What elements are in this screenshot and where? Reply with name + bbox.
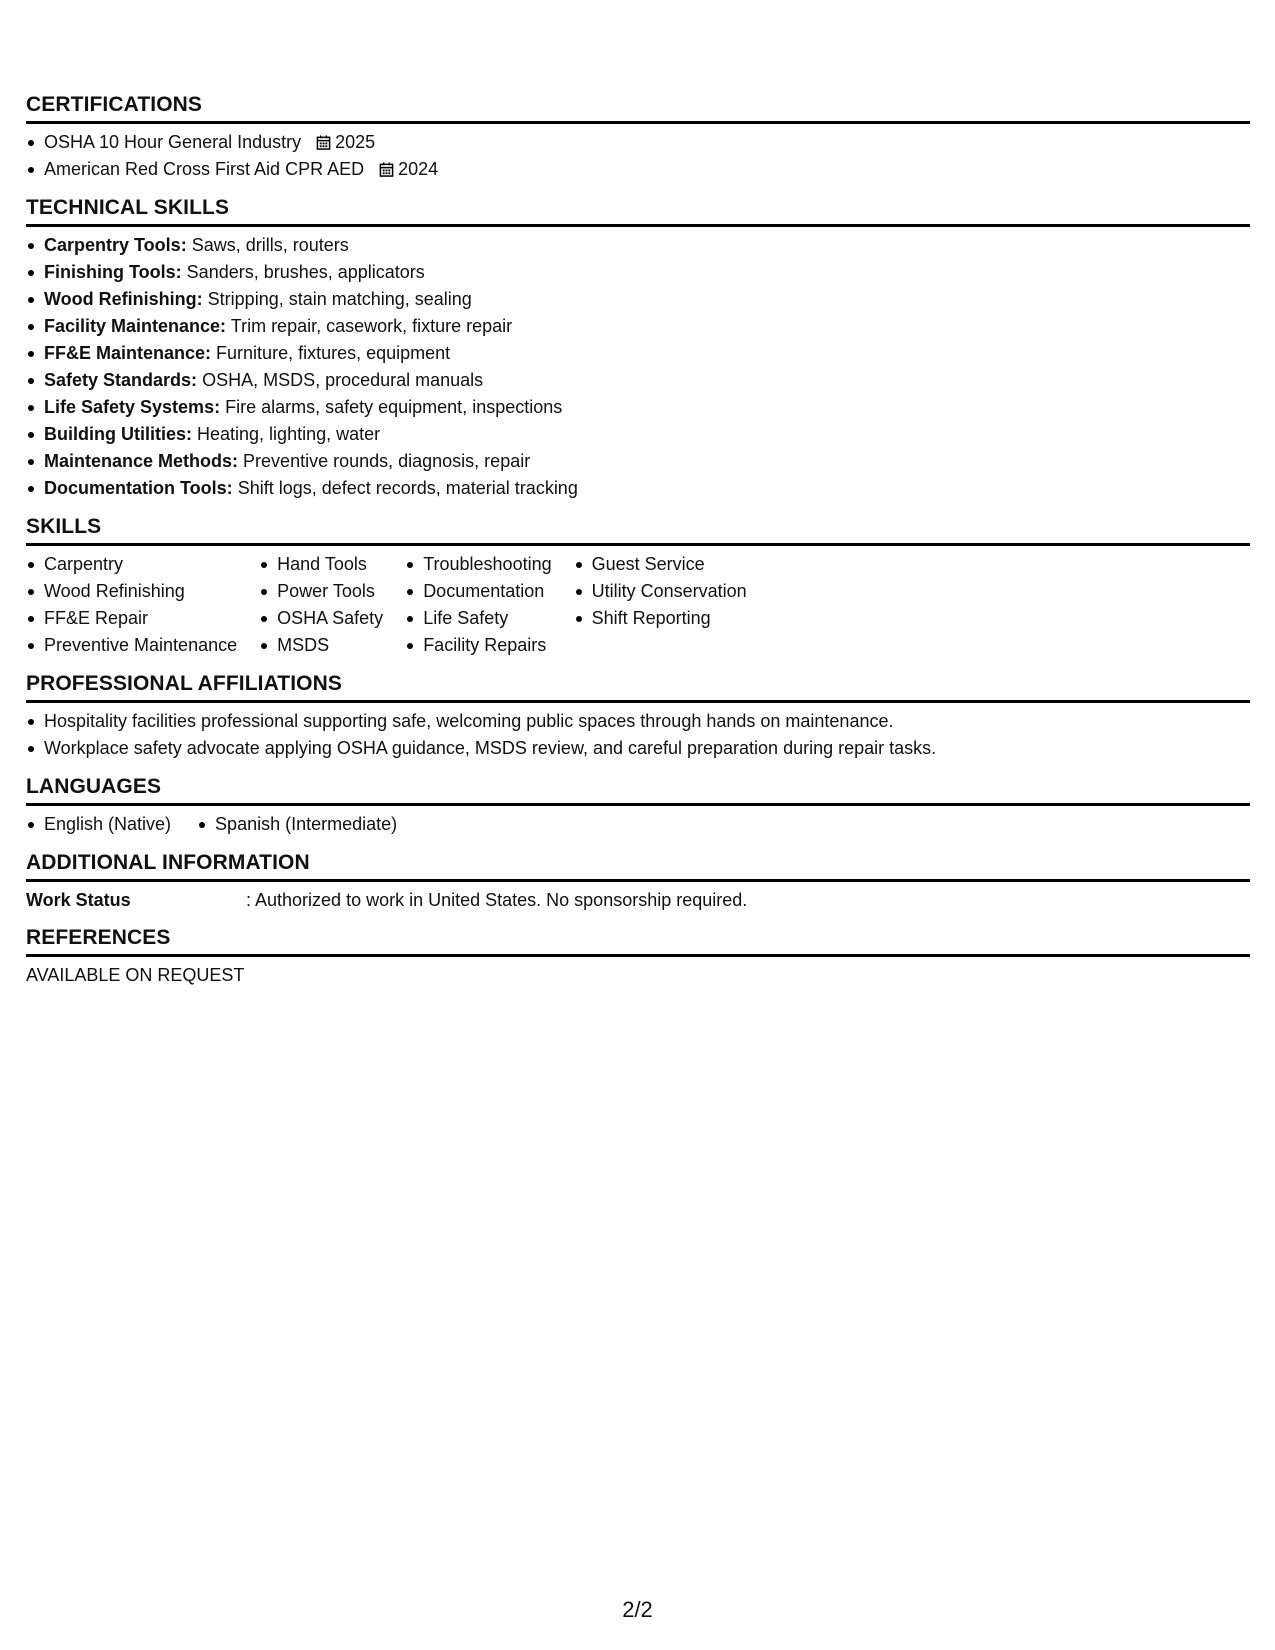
- skill-value: Saws, drills, routers: [191, 235, 349, 255]
- list-item: Wood Refinishing: [26, 578, 237, 605]
- list-item: Preventive Maintenance: [26, 632, 237, 659]
- languages-title: LANGUAGES: [26, 774, 1250, 806]
- skill-label: Facility Maintenance:: [44, 316, 227, 336]
- skills-column: [574, 551, 747, 659]
- additional-info-section: [26, 850, 1250, 913]
- list-item: [26, 286, 1250, 313]
- skill-label: Life Safety Systems:: [44, 397, 221, 417]
- list-item: FF&E Repair: [26, 605, 237, 632]
- skill-value: Trim repair, casework, fixture repair: [230, 316, 513, 336]
- list-item: Workplace safety advocate applying OSHA guidance, MSDS review, and careful preparation during repair tasks.: [26, 735, 1250, 762]
- list-item: MSDS: [259, 632, 383, 659]
- skill-value: Shift logs, defect records, material tracking: [237, 478, 578, 498]
- list-item: [26, 232, 1250, 259]
- list-item: Utility Conservation: [574, 578, 747, 605]
- skill-label: Wood Refinishing:: [44, 289, 203, 309]
- additional-info-title: ADDITIONAL INFORMATION: [26, 850, 1250, 882]
- skill-value: Preventive rounds, diagnosis, repair: [243, 451, 531, 471]
- references-section: [26, 925, 1250, 988]
- work-status-value: : Authorized to work in United States. No sponsorship required.: [246, 890, 748, 910]
- list-item: [26, 313, 1250, 340]
- skills-section: [26, 514, 1250, 659]
- skill-label: Building Utilities:: [44, 424, 192, 444]
- list-item: [26, 367, 1250, 394]
- skills-column: [259, 551, 383, 659]
- resume-page: [26, 92, 1250, 1000]
- skills-title: SKILLS: [26, 514, 1250, 546]
- certifications-title: CERTIFICATIONS: [26, 92, 1250, 124]
- skill-value: Heating, lighting, water: [197, 424, 381, 444]
- languages-section: [26, 774, 1250, 838]
- skills-grid: [26, 551, 1250, 659]
- list-item: Shift Reporting: [574, 605, 747, 632]
- list-item: Carpentry: [26, 551, 237, 578]
- list-item: English (Native): [26, 811, 171, 838]
- certification-name: American Red Cross First Aid CPR AED: [44, 159, 365, 179]
- list-item: Facility Repairs: [405, 632, 551, 659]
- list-item: [26, 448, 1250, 475]
- skill-label: Finishing Tools:: [44, 262, 182, 282]
- list-item: OSHA Safety: [259, 605, 383, 632]
- skill-label: Maintenance Methods:: [44, 451, 239, 471]
- list-item: Power Tools: [259, 578, 383, 605]
- list-item: Spanish (Intermediate): [197, 811, 397, 838]
- skills-column: [26, 551, 237, 659]
- skill-value: Furniture, fixtures, equipment: [216, 343, 451, 363]
- list-item: Life Safety: [405, 605, 551, 632]
- list-item: [26, 475, 1250, 502]
- list-item: [26, 394, 1250, 421]
- skill-label: Documentation Tools:: [44, 478, 233, 498]
- work-status-row: [26, 887, 1250, 913]
- certification-name: OSHA 10 Hour General Industry: [44, 132, 302, 152]
- references-title: REFERENCES: [26, 925, 1250, 957]
- calendar-icon: [316, 135, 331, 150]
- list-item: [26, 259, 1250, 286]
- certifications-section: [26, 92, 1250, 183]
- affiliations-section: [26, 671, 1250, 762]
- page-number: 2/2: [622, 1597, 653, 1622]
- certifications-list: [26, 129, 1250, 183]
- affiliations-title: PROFESSIONAL AFFILIATIONS: [26, 671, 1250, 703]
- technical-skills-section: [26, 195, 1250, 502]
- languages-list: [26, 811, 1250, 838]
- technical-skills-list: [26, 232, 1250, 502]
- list-item: Documentation: [405, 578, 551, 605]
- technical-skills-title: TECHNICAL SKILLS: [26, 195, 1250, 227]
- affiliations-list: [26, 708, 1250, 762]
- calendar-icon: [379, 162, 394, 177]
- skill-value: Sanders, brushes, applicators: [186, 262, 425, 282]
- list-item: [26, 156, 1250, 183]
- list-item: Hospitality facilities professional supporting safe, welcoming public spaces through hands on maintenance.: [26, 708, 1250, 735]
- list-item: [26, 340, 1250, 367]
- skill-label: FF&E Maintenance:: [44, 343, 212, 363]
- list-item: [26, 129, 1250, 156]
- list-item: [26, 421, 1250, 448]
- references-text: AVAILABLE ON REQUEST: [26, 965, 245, 985]
- list-item: Hand Tools: [259, 551, 383, 578]
- certification-year: 2024: [398, 159, 439, 179]
- list-item: Troubleshooting: [405, 551, 551, 578]
- list-item: Guest Service: [574, 551, 747, 578]
- skill-label: Carpentry Tools:: [44, 235, 187, 255]
- work-status-label: Work Status: [26, 890, 131, 910]
- skill-value: OSHA, MSDS, procedural manuals: [202, 370, 484, 390]
- skills-column: [405, 551, 551, 659]
- skill-value: Stripping, stain matching, sealing: [207, 289, 472, 309]
- skill-value: Fire alarms, safety equipment, inspections: [225, 397, 563, 417]
- skill-label: Safety Standards:: [44, 370, 198, 390]
- certification-year: 2025: [335, 132, 376, 152]
